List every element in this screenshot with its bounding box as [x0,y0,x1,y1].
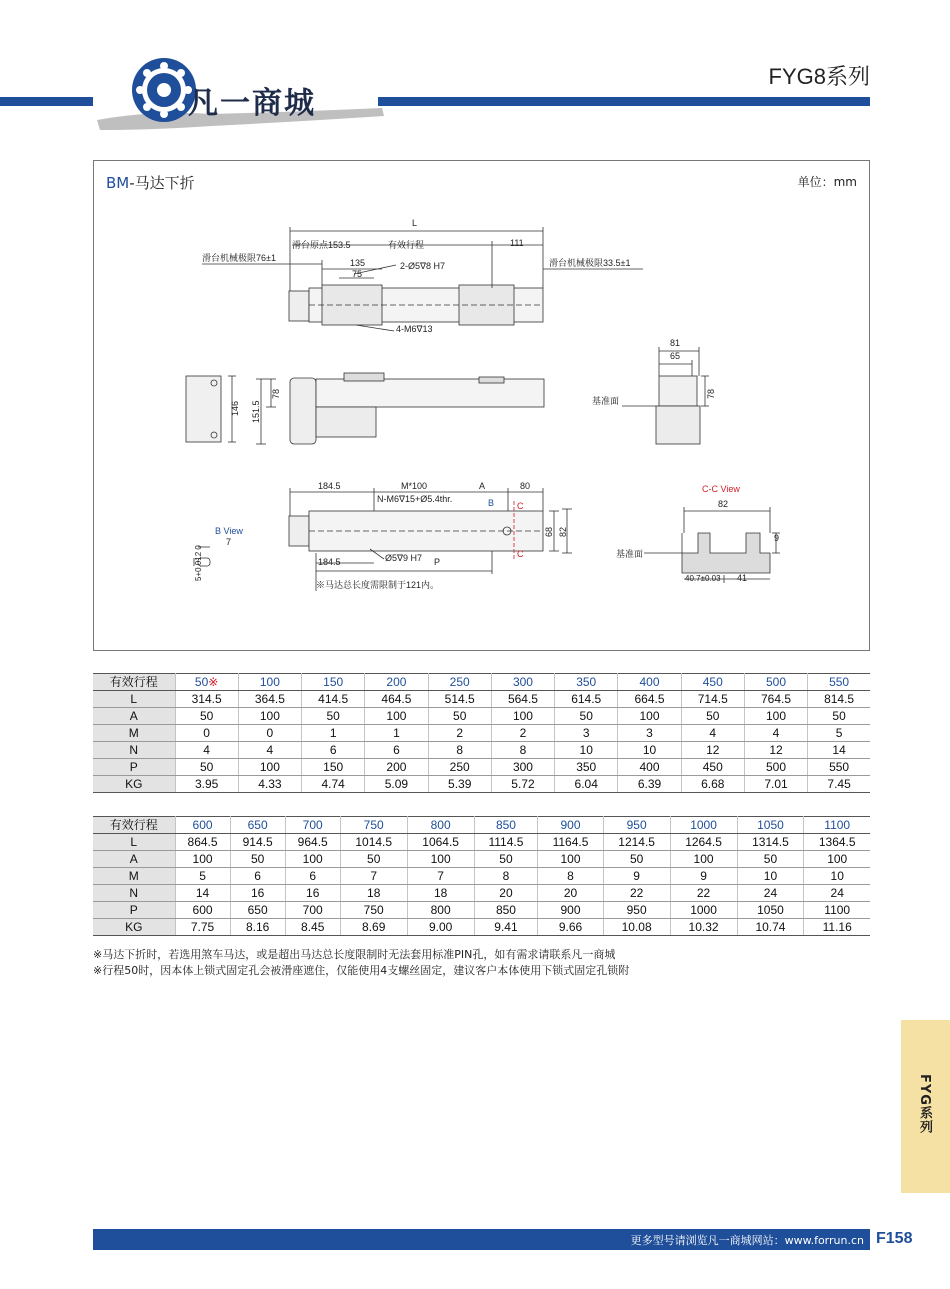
table-cell: 9.66 [538,919,603,936]
table-cell: 50 [175,708,238,725]
bottom-dim-184-5-top: 184.5 [318,481,341,491]
table-cell: 10 [618,742,681,759]
table-cell: 10.74 [737,919,804,936]
table-cell: 664.5 [618,691,681,708]
table-cell: 3 [555,725,618,742]
footnote: ※马达下折时，若选用煞车马达，或是超出马达总长度限制时无法套用标准PIN孔，如有需求请联系凡一商城 [93,948,616,961]
table-cell: 914.5 [230,834,285,851]
table-cell: 1050 [737,817,804,834]
table-cell: 0 [238,725,301,742]
table-cell: 24 [737,885,804,902]
table-row [93,885,870,902]
spec-table-2 [93,816,870,936]
table-cell: 100 [491,708,554,725]
b-view-dim-7: 7 [226,537,232,547]
table-row [93,725,870,742]
table-cell: 5.39 [428,776,491,793]
end-dim-81: 81 [670,338,681,348]
table-cell: 14 [808,742,870,759]
table-cell: 1 [365,725,428,742]
bottom-dim-82: 82 [558,526,568,537]
table-cell: 150 [302,674,365,691]
dim-135: 135 [350,258,366,268]
table-row [93,868,870,885]
bottom-dim-184-5-bottom: 184.5 [318,557,341,567]
table-cell: 900 [538,817,603,834]
table-cell: 614.5 [555,691,618,708]
side-dim-146: 146 [230,400,240,416]
table-cell: 12 [681,742,744,759]
table-cell: 100 [175,851,230,868]
table-cell: 900 [538,902,603,919]
series-title: FYG8系列 [768,64,870,89]
bottom-dim-A: A [479,481,486,491]
limit-right: 滑台机械极限33.5±1 [549,258,631,268]
table-cell: 550 [808,674,870,691]
table-cell: 964.5 [285,834,340,851]
table-cell: 100 [365,708,428,725]
table-cell: 5.09 [365,776,428,793]
cc-view-label: C-C View [702,484,740,494]
table-cell: 50 [340,851,407,868]
table-cell: 764.5 [744,691,807,708]
dim-origin: 滑台原点153.5 [292,240,351,250]
table-cell: 100 [538,851,603,868]
table-cell: 714.5 [681,691,744,708]
table-cell: 1100 [804,902,870,919]
table-cell: 1014.5 [340,834,407,851]
end-dim-78: 78 [706,388,716,399]
table-cell: 0 [175,725,238,742]
table-cell: 6.39 [618,776,681,793]
table-cell: 1000 [670,902,737,919]
table-cell: 600 [175,902,230,919]
table-cell: 100 [670,851,737,868]
table-row [93,776,870,793]
cc-dim-82: 82 [718,499,729,509]
table-cell: 7 [340,868,407,885]
table-cell: 150 [302,759,365,776]
table-cell: 50 [555,708,618,725]
table-cell: 11.16 [804,919,870,936]
bottom-dim-m100: M*100 [401,481,428,491]
table-cell: 9 [670,868,737,885]
bottom-dim-P: P [434,557,441,567]
end-datum: 基准面 [592,396,620,406]
table-cell: 6 [365,742,428,759]
table-cell: 650 [230,817,285,834]
table-cell: 100 [407,851,474,868]
table-cell: 16 [230,885,285,902]
table-row [93,742,870,759]
pin-holes-label: 2-Ø5∇8 H7 [400,261,446,271]
table-cell: 10 [737,868,804,885]
row-header: A [93,708,175,725]
table-cell: 50 [302,708,365,725]
table-cell: 8.45 [285,919,340,936]
table-cell: 100 [744,708,807,725]
table-cell: 7 [407,868,474,885]
table-row [93,708,870,725]
table-cell: 750 [340,817,407,834]
row-header: A [93,851,175,868]
table-cell: 10.32 [670,919,737,936]
bottom-C-mark-bottom: C [517,549,524,559]
table-cell: 18 [407,885,474,902]
dim-L: L [412,218,418,228]
table-cell: 4 [175,742,238,759]
table-cell: 3.95 [175,776,238,793]
table-cell: 300 [491,759,554,776]
footnote: ※行程50时，因本体上锁式固定孔会被滑座遮住，仅能使用4支螺丝固定，建议客户本体使用下锁式固定孔锁附 [93,964,630,977]
table-cell: 500 [744,674,807,691]
table-cell: 14 [175,885,230,902]
dim-111: 111 [510,238,524,248]
table-cell: 9.41 [474,919,538,936]
table-cell: 950 [603,817,670,834]
cc-datum: 基准面 [616,549,644,559]
table-cell: 814.5 [808,691,870,708]
table-cell: 100 [238,674,301,691]
table-row [93,759,870,776]
table-cell: 100 [285,851,340,868]
cc-dim-40-7: 40.7±0.03 [685,574,721,583]
table-cell: 250 [428,759,491,776]
table-cell: 12 [744,742,807,759]
table-cell: 850 [474,902,538,919]
table-cell: 1 [302,725,365,742]
table-cell: 364.5 [238,691,301,708]
table-row [93,834,870,851]
limit-left: 滑台机械极限76±1 [202,253,276,263]
bottom-n-holes: N-M6∇15+Ø5.4thr. [377,494,453,504]
side-dim-78: 78 [271,388,281,399]
row-header: N [93,885,175,902]
table-cell: 2 [491,725,554,742]
side-dim-151-5: 151.5 [251,400,261,423]
logo-text: 凡一商城 [188,86,316,121]
row-header: P [93,902,175,919]
table-cell: 20 [474,885,538,902]
footer-website-text[interactable]: 更多型号请浏览凡一商城网站：www.forrun.cn [630,1234,864,1247]
table-cell: 350 [555,674,618,691]
table-cell: 100 [238,708,301,725]
table-cell: 700 [285,817,340,834]
page-number: F158 [876,1230,913,1247]
table-cell: 100 [618,708,681,725]
row-header: KG [93,776,175,793]
table-cell: 564.5 [491,691,554,708]
technical-drawing [94,161,871,652]
table-cell: 24 [804,885,870,902]
unit-label: 单位：mm [797,175,857,189]
row-header: 有效行程 [93,817,175,834]
table-cell: 9.00 [407,919,474,936]
table-cell: 50 [428,708,491,725]
table-row [93,919,870,936]
row-header: M [93,868,175,885]
table-cell: 50 [230,851,285,868]
table-row [93,851,870,868]
table-cell: 650 [230,902,285,919]
dim-75: 75 [352,269,363,279]
dim-effective-stroke: 有效行程 [388,240,425,250]
b-view-tolerance: 5+0.012 0 [194,545,203,581]
row-header: KG [93,919,175,936]
table-cell: 600 [175,817,230,834]
table-cell: 300 [491,674,554,691]
cc-dim-41: 41 [737,573,748,583]
table-cell: 20 [538,885,603,902]
row-header: L [93,834,175,851]
table-cell: 1064.5 [407,834,474,851]
table-cell: 2 [428,725,491,742]
table-cell: 700 [285,902,340,919]
table-cell: 5 [175,868,230,885]
table-cell: 22 [603,885,670,902]
table-cell: 7.75 [175,919,230,936]
table-cell: 200 [365,759,428,776]
table-cell: 7.01 [744,776,807,793]
table-cell: 4 [238,742,301,759]
table-cell: 950 [603,902,670,919]
table-cell: 550 [808,759,870,776]
row-header: L [93,691,175,708]
table-cell: 1000 [670,817,737,834]
table-cell: 100 [238,759,301,776]
bottom-B-mark: B [488,498,495,508]
bottom-dim-80: 80 [520,481,531,491]
table-cell: 8 [491,742,554,759]
end-dim-65: 65 [670,351,681,361]
table-cell: 5 [808,725,870,742]
table-cell: 1114.5 [474,834,538,851]
row-header: 有效行程 [93,674,175,691]
table-cell: 414.5 [302,691,365,708]
table-cell: 9 [603,868,670,885]
row-header: M [93,725,175,742]
table-row [93,674,870,691]
table-cell: 4 [744,725,807,742]
table-cell: 1314.5 [737,834,804,851]
table-cell: 50 [737,851,804,868]
spec-table-1 [93,673,870,793]
table-cell: 6.68 [681,776,744,793]
table-row [93,817,870,834]
header-line-left [0,97,93,106]
table-cell: 8 [474,868,538,885]
footnotes [93,947,629,979]
table-cell: 850 [474,817,538,834]
table-cell: 50 [175,759,238,776]
b-view-label: B View [215,526,243,536]
table-cell: 450 [681,759,744,776]
table-cell: 350 [555,759,618,776]
table-cell: 1164.5 [538,834,603,851]
motor-length-note: ※马达总长度需限制于121内。 [316,580,440,590]
cc-dim-9: 9 [774,533,780,543]
table-cell: 800 [407,817,474,834]
side-tab-label: FYG系列 [917,1074,932,1134]
table-cell: 50 [808,708,870,725]
title-prefix: BM [106,174,130,192]
table-cell: 8.16 [230,919,285,936]
table-cell: 800 [407,902,474,919]
table-cell: 6.04 [555,776,618,793]
footer-bar [93,1229,870,1250]
header-line-right [378,97,870,106]
table-cell: 1364.5 [804,834,870,851]
table-cell: 6 [302,742,365,759]
table-cell: 16 [285,885,340,902]
table-cell: 750 [340,902,407,919]
table-row [93,691,870,708]
table-cell: 400 [618,759,681,776]
table-cell: 1050 [737,902,804,919]
row-header: P [93,759,175,776]
drawing-frame [93,160,870,651]
table-cell: 864.5 [175,834,230,851]
table-cell: 1100 [804,817,870,834]
title-rest: -马达下折 [129,174,195,192]
table-cell: 1264.5 [670,834,737,851]
table-cell: 50 [603,851,670,868]
table-cell: 50 [474,851,538,868]
table-cell: 8 [428,742,491,759]
table-cell: 8.69 [340,919,407,936]
table-cell: 10 [804,868,870,885]
series-side-tab[interactable] [901,1020,950,1193]
table-cell: 6 [230,868,285,885]
table-cell: 4.33 [238,776,301,793]
table-cell: 500 [744,759,807,776]
table-cell: 400 [618,674,681,691]
table-cell: 250 [428,674,491,691]
bottom-C-mark-top: C [517,501,524,511]
table-cell: 4 [681,725,744,742]
table-cell: 22 [670,885,737,902]
table-cell: 5.72 [491,776,554,793]
table-row [93,902,870,919]
table-cell: 1214.5 [603,834,670,851]
tap-holes-label: 4-M6∇13 [396,324,433,334]
row-header: N [93,742,175,759]
bottom-dim-68: 68 [544,526,554,537]
table-cell: 464.5 [365,691,428,708]
table-cell: 8 [538,868,603,885]
table-cell: 4.74 [302,776,365,793]
table-cell: 7.45 [808,776,870,793]
table-cell: 10.08 [603,919,670,936]
table-cell: 10 [555,742,618,759]
table-cell: 18 [340,885,407,902]
table-cell: 450 [681,674,744,691]
note-mark: ※ [208,675,219,689]
table-cell: 3 [618,725,681,742]
table-cell: 100 [804,851,870,868]
table-cell: 514.5 [428,691,491,708]
table-cell: 50 [681,708,744,725]
bottom-pin-label: Ø5∇9 H7 [385,553,423,563]
table-cell: 314.5 [175,691,238,708]
table-cell: 6 [285,868,340,885]
table-cell: 50※ [175,674,238,691]
table-cell: 200 [365,674,428,691]
